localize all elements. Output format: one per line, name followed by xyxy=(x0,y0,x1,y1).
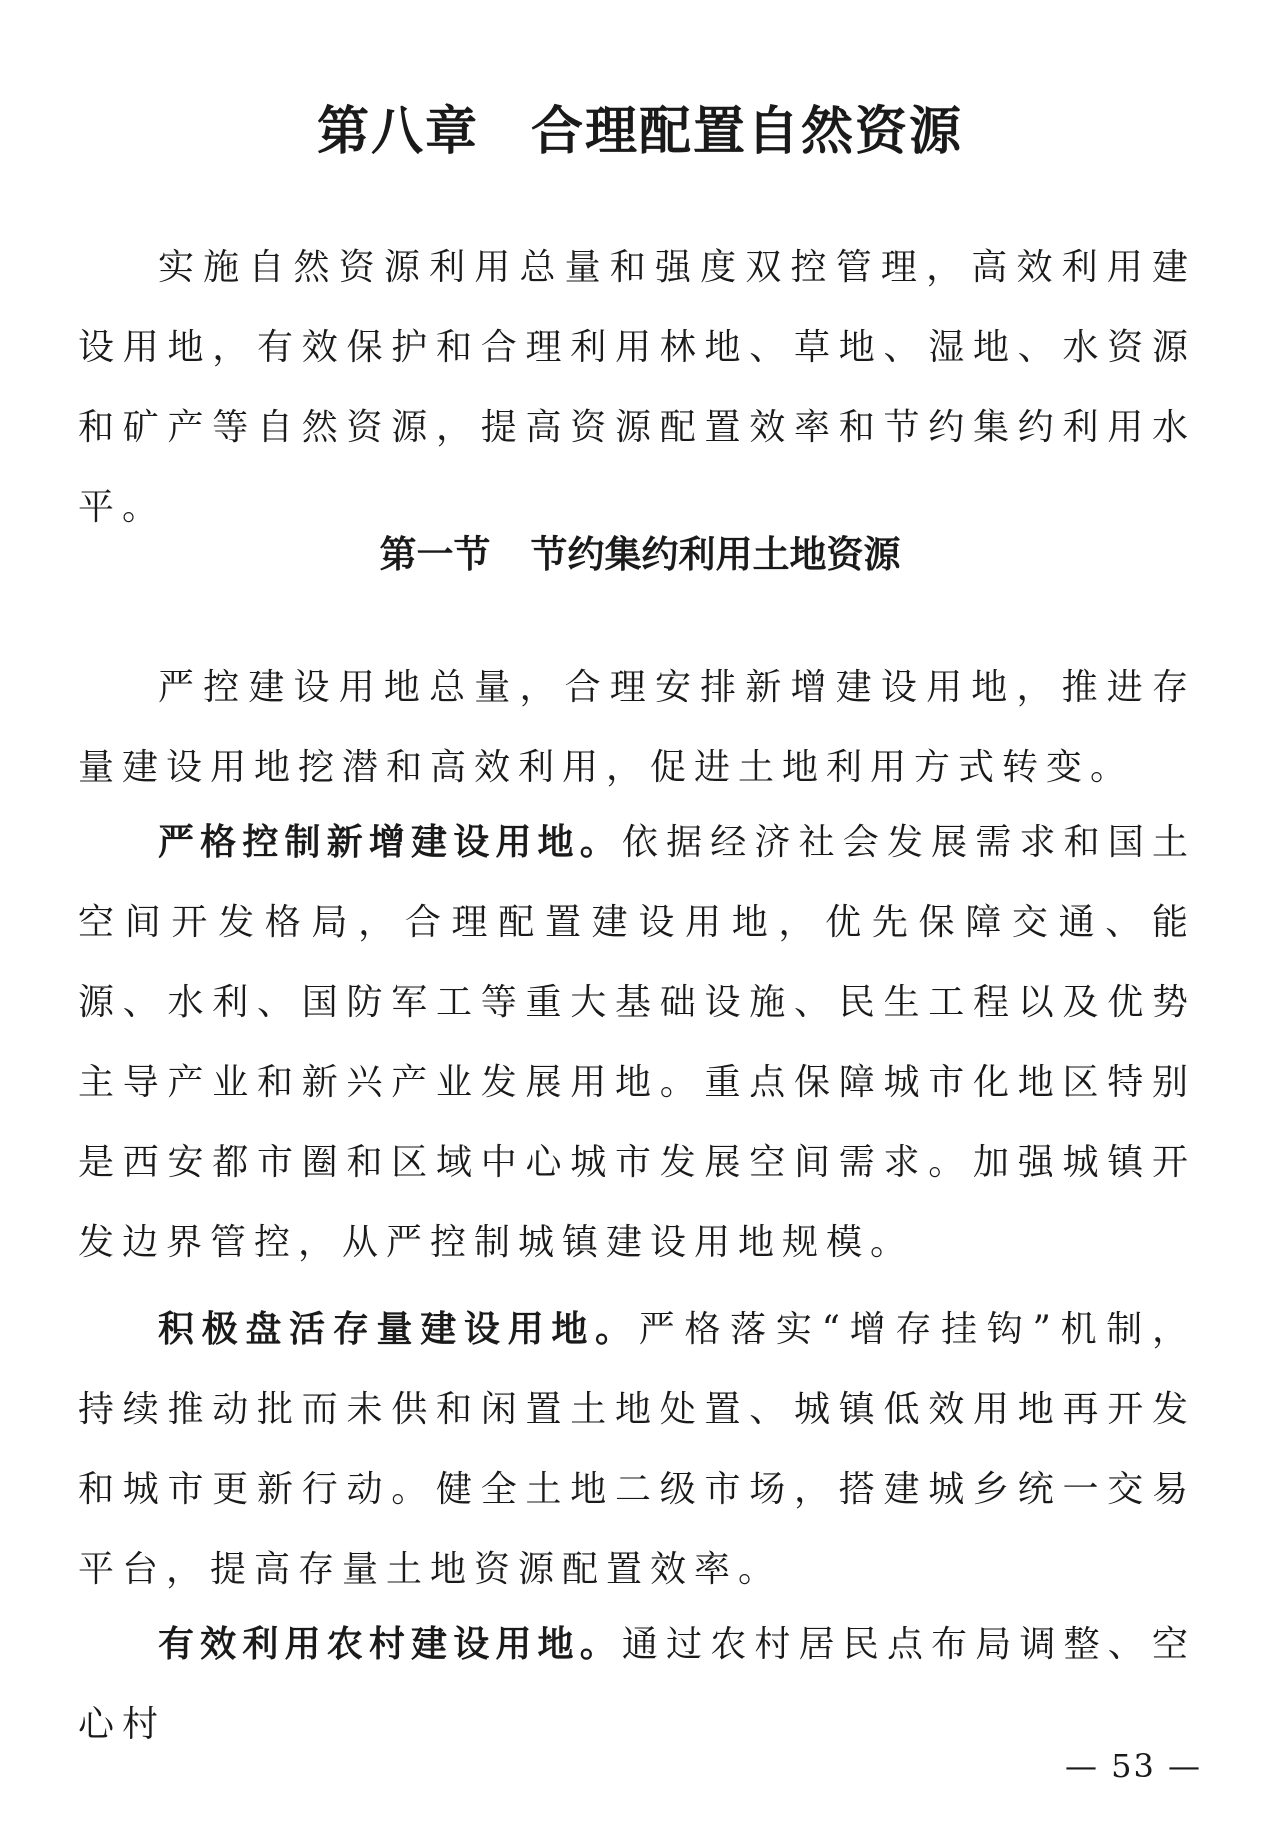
paragraph-body: 依据经济社会发展需求和国土空间开发格局，合理配置建设用地，优先保障交通、能源、水利、国防军工等重大基础设施、民生工程以及优势主导产业和新兴产业发展用地。重点保障城市化地区特别是西安都市圈和区域中心城市发展空间需求。加强城镇开发边界管控，从严控制城镇建设用地规模。 xyxy=(78,822,1196,1263)
paragraph-body: 通过农村居民点布局调整、空心村 xyxy=(78,1624,1196,1745)
chapter-title xyxy=(0,100,1280,164)
chapter-title-text: 合理配置自然资源 xyxy=(531,101,964,162)
paragraph-rural-construction-land xyxy=(78,1605,1196,1765)
paragraph-body: 严格落实“增存挂钩”机制，持续推动批而未供和闲置土地处置、城镇低效用地再开发和城市更新行动。健全土地二级市场，搭建城乡统一交易平台，提高存量土地资源配置效率。 xyxy=(78,1309,1196,1590)
chapter-intro-paragraph: 实施自然资源利用总量和强度双控管理，高效利用建设用地，有效保护和合理利用林地、草地、湿地、水资源和矿产等自然资源，提高资源配置效率和节约集约利用水平。 xyxy=(78,247,1196,528)
section-number: 第一节 xyxy=(379,533,491,576)
chapter-number: 第八章 xyxy=(316,101,479,162)
page-number: — 53 — xyxy=(1064,1747,1202,1785)
section-summary-paragraph: 严控建设用地总量，合理安排新增建设用地，推进存量建设用地挖潜和高效利用，促进土地利用方式转变。 xyxy=(78,667,1196,788)
paragraph-existing-construction-land xyxy=(78,1290,1196,1610)
section-title xyxy=(0,530,1280,580)
paragraph-new-construction-land xyxy=(78,803,1196,1283)
paragraph-lead-heading: 有效利用农村建设用地。 xyxy=(158,1624,622,1665)
section-title-text: 节约集约利用土地资源 xyxy=(530,533,901,576)
paragraph-lead-heading: 严格控制新增建设用地。 xyxy=(158,822,622,863)
paragraph-lead-heading: 积极盘活存量建设用地。 xyxy=(158,1309,639,1350)
